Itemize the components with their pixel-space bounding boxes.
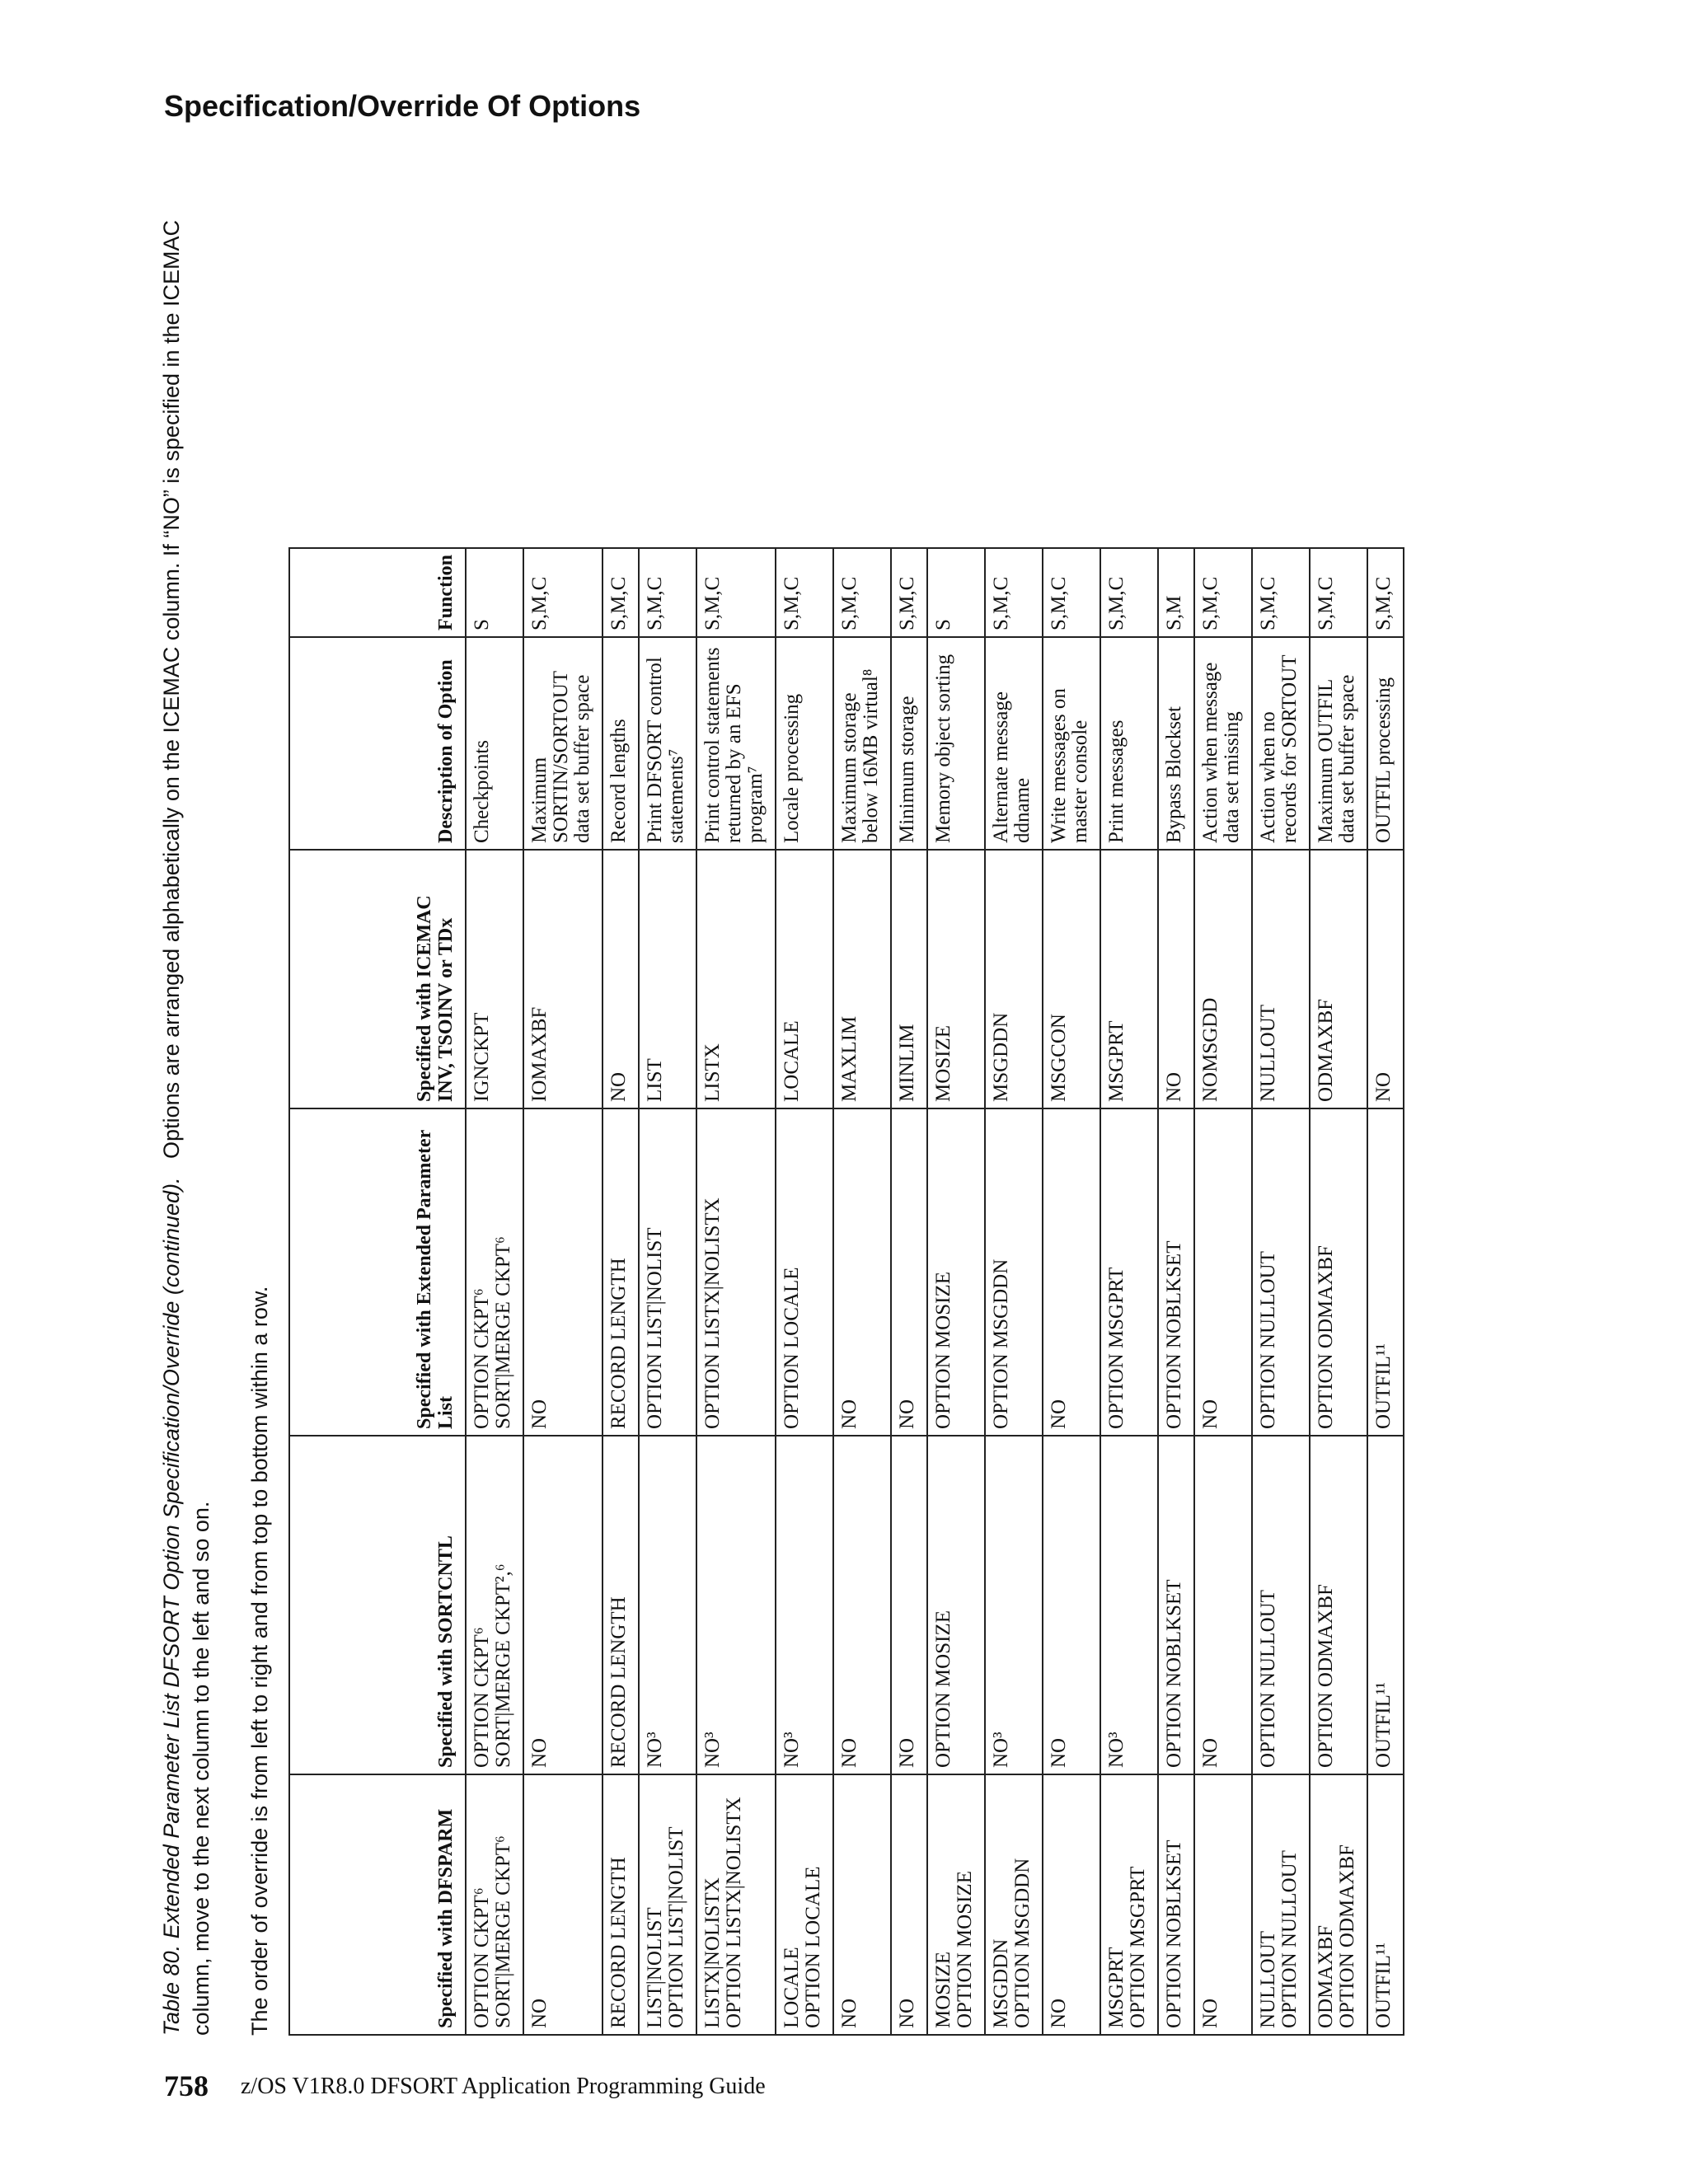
table-cell-extended-parameter-list [466, 1108, 523, 1436]
table-body [466, 548, 1404, 2035]
cell-line: MOSIZE [932, 1951, 954, 2028]
table-cell-dfsparm [891, 1774, 927, 2035]
cell-line: OPTION LIST|NOLIST [644, 1227, 666, 1429]
cell-line: program⁷ [744, 766, 767, 843]
cell-line: OPTION MSGDDN [990, 1258, 1012, 1429]
table-cell-description [1158, 637, 1194, 850]
cell-line: NULLOUT [1257, 1930, 1279, 2028]
table-cell-function [985, 548, 1043, 637]
cell-line: OPTION MSGDDN [1011, 1858, 1034, 2028]
table-cell-dfsparm [1043, 1774, 1100, 2035]
table-cell-icemac [1194, 850, 1252, 1108]
cell-line: LISTX [701, 1043, 724, 1102]
rotated-table-region [157, 165, 1459, 2036]
cell-line: OPTION CKPT⁶ [471, 1887, 493, 2028]
page-number: 758 [164, 2069, 209, 2102]
table-row [1310, 548, 1367, 2035]
cell-line: Write messages on [1048, 688, 1070, 843]
table-cell-extended-parameter-list [776, 1108, 833, 1436]
cell-line: OPTION CKPT⁶ [471, 1627, 493, 1768]
cell-line: OPTION NULLOUT [1278, 1850, 1301, 2028]
cell-line: OPTION MOSIZE [932, 1610, 954, 1768]
column-header-description: Description of Option [289, 637, 466, 850]
cell-line: RECORD LENGTH [607, 1596, 630, 1768]
cell-line: OPTION NULLOUT [1257, 1251, 1279, 1429]
table-cell-extended-parameter-list [1367, 1108, 1404, 1436]
cell-line: RECORD LENGTH [607, 1857, 630, 2028]
cell-line: ODMAXBF [1315, 998, 1337, 1102]
cell-line: Alternate message [990, 691, 1012, 843]
cell-line: NO [1199, 1998, 1221, 2028]
table-cell-description [1367, 637, 1404, 850]
cell-line: S,M,C [1105, 576, 1128, 630]
table-cell-dfsparm [1158, 1774, 1194, 2035]
table-cell-description [1310, 637, 1367, 850]
cell-line: NO [838, 1737, 860, 1768]
table-row [1158, 548, 1194, 2035]
cell-line: NO [528, 1737, 551, 1768]
cell-line: data set missing [1221, 711, 1243, 843]
cell-line: OUTFIL¹¹ [1372, 1682, 1395, 1768]
table-cell-function [1100, 548, 1158, 637]
table-cell-description [776, 637, 833, 850]
table-caption-text: Options are arranged alphabetically on the ICEMAC column. If “NO” is specified in the ICEMAC column, move to the next column to the left and so on. [159, 219, 213, 2036]
cell-line: OPTION NOBLKSET [1163, 1579, 1185, 1768]
cell-line: Minimum storage [896, 696, 918, 843]
table-cell-dfsparm [639, 1774, 696, 2035]
table-wrapper [288, 547, 1404, 2036]
cell-line: NO³ [781, 1732, 803, 1768]
cell-line: NO³ [1105, 1732, 1128, 1768]
table-cell-extended-parameter-list [1043, 1108, 1100, 1436]
table-cell-description [696, 637, 776, 850]
table-cell-icemac [696, 850, 776, 1108]
cell-line: OPTION ODMAXBF [1336, 1844, 1358, 2028]
cell-line: NO [1372, 1071, 1395, 1102]
cell-line: NO [1048, 1399, 1070, 1429]
table-cell-function [1194, 548, 1252, 637]
table-cell-function [1310, 548, 1367, 637]
cell-line: S,M,C [1372, 576, 1395, 630]
cell-line: OPTION MSGPRT [1127, 1866, 1149, 2028]
cell-line: NO [1048, 1998, 1070, 2028]
cell-line: OPTION MOSIZE [932, 1272, 954, 1429]
cell-line: below 16MB virtual⁸ [860, 668, 882, 843]
cell-line: Checkpoints [471, 740, 493, 843]
table-cell-dfsparm [1310, 1774, 1367, 2035]
column-header-function: Function [289, 548, 466, 637]
table-cell-sortcntl [1158, 1436, 1194, 1774]
override-order-note: The order of override is from left to right and from top to bottom within a row. [247, 1286, 272, 2036]
cell-line: NO [896, 1737, 918, 1768]
table-cell-icemac [776, 850, 833, 1108]
cell-line: S,M,C [990, 576, 1012, 630]
table-cell-sortcntl [603, 1436, 639, 1774]
table-cell-dfsparm [927, 1774, 985, 2035]
table-cell-sortcntl [639, 1436, 696, 1774]
cell-line: ODMAXBF [1315, 1924, 1337, 2028]
cell-line: OPTION CKPT⁶ [471, 1288, 493, 1429]
cell-line: OPTION LOCALE [802, 1866, 824, 2028]
table-cell-sortcntl [985, 1436, 1043, 1774]
table-row [891, 548, 927, 2035]
cell-line: Print control statements [701, 647, 724, 843]
cell-line: Print DFSORT control [644, 657, 666, 843]
table-cell-dfsparm [1100, 1774, 1158, 2035]
table-cell-dfsparm [466, 1774, 523, 2035]
table-cell-description [1194, 637, 1252, 850]
table-cell-function [891, 548, 927, 637]
cell-line: NULLOUT [1257, 1004, 1279, 1102]
cell-line: MOSIZE [932, 1024, 954, 1102]
table-cell-function [776, 548, 833, 637]
table-cell-description [1252, 637, 1310, 850]
table-cell-dfsparm [696, 1774, 776, 2035]
cell-line: S,M,C [644, 576, 666, 630]
table-cell-function [696, 548, 776, 637]
cell-line: records for SORTOUT [1278, 654, 1301, 843]
table-cell-sortcntl [1310, 1436, 1367, 1774]
table-cell-icemac [1158, 850, 1194, 1108]
table-cell-dfsparm [776, 1774, 833, 2035]
table-cell-function [1367, 548, 1404, 637]
cell-line: S,M,C [838, 576, 860, 630]
cell-line: data set buffer space [1336, 674, 1358, 843]
cell-line: Print messages [1105, 719, 1128, 843]
table-caption-label: Table 80. Extended Parameter List DFSORT Option Specification/Override (continued). [159, 1177, 184, 2036]
table-row [523, 548, 603, 2035]
cell-line: Record lengths [607, 719, 630, 843]
cell-line: MSGDDN [990, 1012, 1012, 1102]
table-cell-function [466, 548, 523, 637]
cell-line: S [932, 619, 954, 630]
cell-line: S,M [1163, 595, 1185, 630]
table-cell-function [1043, 548, 1100, 637]
cell-line: IOMAXBF [528, 1006, 551, 1102]
cell-line: Bypass Blockset [1163, 706, 1185, 843]
table-cell-extended-parameter-list [927, 1108, 985, 1436]
cell-line: MINLIM [896, 1024, 918, 1102]
table-cell-extended-parameter-list [1100, 1108, 1158, 1436]
table-row [603, 548, 639, 2035]
cell-line: OPTION LIST|NOLIST [665, 1826, 687, 2028]
cell-line: S,M,C [1199, 576, 1221, 630]
table-row [833, 548, 891, 2035]
table-cell-sortcntl [1043, 1436, 1100, 1774]
cell-line: OUTFIL processing [1372, 677, 1395, 843]
table-cell-icemac [891, 850, 927, 1108]
cell-line: MSGPRT [1105, 1020, 1128, 1102]
cell-line: returned by an EFS [723, 683, 745, 843]
cell-line: NO [1163, 1071, 1185, 1102]
table-row [1043, 548, 1100, 2035]
cell-line: OPTION NOBLKSET [1163, 1840, 1185, 2028]
table-cell-dfsparm [1252, 1774, 1310, 2035]
table-row [1252, 548, 1310, 2035]
cell-line: LIST [644, 1058, 666, 1102]
cell-line: S,M,C [528, 576, 551, 630]
cell-line: data set buffer space [571, 674, 593, 843]
cell-line: RECORD LENGTH [607, 1258, 630, 1429]
table-cell-description [523, 637, 603, 850]
table-cell-dfsparm [833, 1774, 891, 2035]
table-cell-description [985, 637, 1043, 850]
cell-line: OUTFIL¹¹ [1372, 1343, 1395, 1429]
cell-line: LOCALE [781, 1947, 803, 2028]
cell-line: Memory object sorting [932, 654, 954, 843]
table-cell-description [603, 637, 639, 850]
cell-line: MSGCON [1048, 1014, 1070, 1102]
cell-line: NO³ [990, 1732, 1012, 1768]
table-cell-icemac [1252, 850, 1310, 1108]
table-cell-function [639, 548, 696, 637]
cell-line: OPTION NULLOUT [1257, 1590, 1279, 1768]
table-cell-icemac [523, 850, 603, 1108]
footer-book-title: z/OS V1R8.0 DFSORT Application Programming Guide [241, 2074, 766, 2099]
cell-line: SORT|MERGE CKPT⁶ [492, 1835, 514, 2028]
table-cell-icemac [1310, 850, 1367, 1108]
cell-line: master console [1069, 719, 1091, 843]
cell-line: MAXLIM [838, 1015, 860, 1102]
cell-line: NO [896, 1399, 918, 1429]
cell-line: S,M,C [1048, 576, 1070, 630]
cell-line: OPTION LOCALE [781, 1267, 803, 1429]
column-header-dfsparm: Specified with DFSPARM [289, 1774, 466, 2035]
cell-line: LOCALE [781, 1020, 803, 1102]
option-specification-table [288, 547, 1404, 2036]
table-row [776, 548, 833, 2035]
cell-line: S,M,C [607, 576, 630, 630]
cell-line: NO³ [644, 1732, 666, 1768]
table-cell-description [466, 637, 523, 850]
table-header-row [289, 548, 466, 2035]
table-cell-sortcntl [891, 1436, 927, 1774]
cell-line: S [471, 619, 493, 630]
table-cell-description [639, 637, 696, 850]
cell-line: NO³ [701, 1732, 724, 1768]
table-cell-description [833, 637, 891, 850]
table-cell-icemac [1367, 850, 1404, 1108]
table-row [985, 548, 1043, 2035]
cell-line: OPTION MOSIZE [954, 1871, 976, 2028]
table-row [927, 548, 985, 2035]
cell-line: SORT|MERGE CKPT²,⁶ [492, 1563, 514, 1768]
table-cell-sortcntl [696, 1436, 776, 1774]
table-cell-sortcntl [1367, 1436, 1404, 1774]
cell-line: NO [1048, 1737, 1070, 1768]
table-cell-sortcntl [523, 1436, 603, 1774]
column-header-icemac: Specified with ICEMAC INV, TSOINV or TDx [289, 850, 466, 1108]
table-cell-sortcntl [1194, 1436, 1252, 1774]
table-cell-description [927, 637, 985, 850]
table-cell-dfsparm [523, 1774, 603, 2035]
table-cell-icemac [985, 850, 1043, 1108]
table-row [466, 548, 523, 2035]
cell-line: Maximum [528, 757, 551, 843]
cell-line: NO [896, 1998, 918, 2028]
table-row [696, 548, 776, 2035]
table-row [1194, 548, 1252, 2035]
table-cell-icemac [1043, 850, 1100, 1108]
table-cell-icemac [466, 850, 523, 1108]
cell-line: S,M,C [781, 576, 803, 630]
table-cell-extended-parameter-list [891, 1108, 927, 1436]
cell-line: NO [607, 1071, 630, 1102]
table-row [1100, 548, 1158, 2035]
table-cell-description [1043, 637, 1100, 850]
table-cell-sortcntl [466, 1436, 523, 1774]
cell-line: IGNCKPT [471, 1012, 493, 1102]
table-cell-function [1158, 548, 1194, 637]
table-cell-function [833, 548, 891, 637]
table-cell-dfsparm [1367, 1774, 1404, 2035]
table-cell-function [603, 548, 639, 637]
page-header: Specification/Override Of Options [164, 89, 641, 123]
cell-line: LIST|NOLIST [644, 1907, 666, 2028]
cell-line: MSGPRT [1105, 1947, 1128, 2028]
table-caption [157, 181, 216, 2036]
table-cell-extended-parameter-list [696, 1108, 776, 1436]
table-cell-sortcntl [1100, 1436, 1158, 1774]
table-cell-function [523, 548, 603, 637]
table-cell-extended-parameter-list [1194, 1108, 1252, 1436]
cell-line: Action when no [1257, 711, 1279, 843]
cell-line: NO [1199, 1399, 1221, 1429]
cell-line: NO [838, 1399, 860, 1429]
cell-line: NO [528, 1399, 551, 1429]
cell-line: SORTIN/SORTOUT [550, 670, 572, 843]
cell-line: OPTION ODMAXBF [1315, 1584, 1337, 1768]
cell-line: OPTION NOBLKSET [1163, 1240, 1185, 1429]
cell-line: statements⁷ [665, 748, 687, 843]
table-cell-extended-parameter-list [1158, 1108, 1194, 1436]
table-cell-dfsparm [1194, 1774, 1252, 2035]
table-cell-extended-parameter-list [523, 1108, 603, 1436]
table-cell-extended-parameter-list [1310, 1108, 1367, 1436]
table-cell-function [1252, 548, 1310, 637]
cell-line: S,M,C [1257, 576, 1279, 630]
cell-line: Maximum OUTFIL [1315, 678, 1337, 843]
cell-line: OPTION LISTX|NOLISTX [723, 1797, 745, 2028]
cell-line: Locale processing [781, 693, 803, 843]
table-row [639, 548, 696, 2035]
table-cell-dfsparm [603, 1774, 639, 2035]
cell-line: LISTX|NOLISTX [701, 1877, 724, 2028]
table-cell-icemac [603, 850, 639, 1108]
table-cell-dfsparm [985, 1774, 1043, 2035]
cell-line: NO [528, 1998, 551, 2028]
table-cell-icemac [927, 850, 985, 1108]
table-cell-extended-parameter-list [639, 1108, 696, 1436]
table-cell-icemac [1100, 850, 1158, 1108]
cell-line: S,M,C [701, 576, 724, 630]
cell-line: OPTION MSGPRT [1105, 1267, 1128, 1429]
cell-line: NO [838, 1998, 860, 2028]
cell-line: ddname [1011, 777, 1034, 843]
table-cell-extended-parameter-list [1252, 1108, 1310, 1436]
table-cell-sortcntl [927, 1436, 985, 1774]
column-header-extended-parameter-list: Specified with Extended Parameter List [289, 1108, 466, 1436]
column-header-sortcntl: Specified with SORTCNTL [289, 1436, 466, 1774]
cell-line: NO [1199, 1737, 1221, 1768]
cell-line: S,M,C [1315, 576, 1337, 630]
table-row [1367, 548, 1404, 2035]
cell-line: S,M,C [896, 576, 918, 630]
cell-line: OUTFIL¹¹ [1372, 1943, 1395, 2028]
table-cell-function [927, 548, 985, 637]
cell-line: NOMSGDD [1199, 997, 1221, 1102]
cell-line: Action when message [1199, 662, 1221, 843]
table-cell-extended-parameter-list [985, 1108, 1043, 1436]
cell-line: OPTION LISTX|NOLISTX [701, 1197, 724, 1429]
table-cell-extended-parameter-list [833, 1108, 891, 1436]
cell-line: OPTION ODMAXBF [1315, 1245, 1337, 1429]
table-cell-sortcntl [833, 1436, 891, 1774]
table-cell-description [1100, 637, 1158, 850]
cell-line: Maximum storage [838, 692, 860, 843]
cell-line: MSGDDN [990, 1938, 1012, 2028]
table-cell-sortcntl [1252, 1436, 1310, 1774]
cell-line: SORT|MERGE CKPT⁶ [492, 1236, 514, 1429]
table-cell-icemac [833, 850, 891, 1108]
table-cell-description [891, 637, 927, 850]
table-cell-extended-parameter-list [603, 1108, 639, 1436]
table-cell-sortcntl [776, 1436, 833, 1774]
table-cell-icemac [639, 850, 696, 1108]
